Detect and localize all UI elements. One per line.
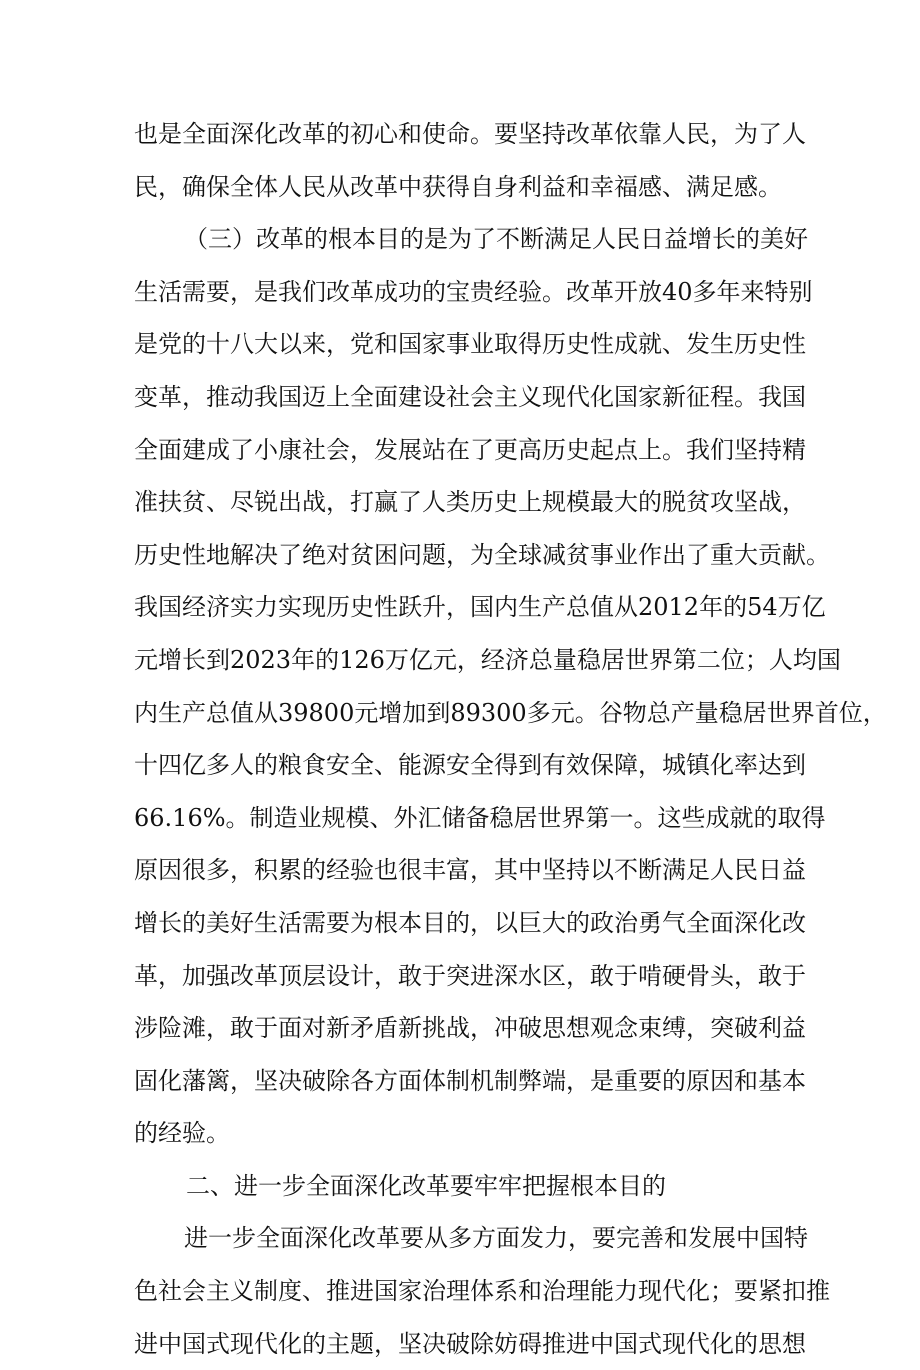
text-line: 进中国式现代化的主题，坚决破除妨碍推进中国式现代化的思想 xyxy=(134,1329,806,1358)
text-line: 历史性地解决了绝对贫困问题，为全球减贫事业作出了重大贡献。 xyxy=(134,540,830,569)
text-line: 涉险滩，敢于面对新矛盾新挑战，冲破思想观念束缚，突破利益 xyxy=(134,1014,806,1043)
text-line: 内生产总值从39800元增加到89300多元。谷物总产量稳居世界首位， xyxy=(134,698,887,727)
text-line: 变革，推动我国迈上全面建设社会主义现代化国家新征程。我国 xyxy=(134,382,806,411)
text-line: 革，加强改革顶层设计，敢于突进深水区，敢于啃硬骨头，敢于 xyxy=(134,961,806,990)
text-line: 固化藩篱，坚决破除各方面体制机制弊端，是重要的原因和基本 xyxy=(134,1066,806,1095)
text-line: 色社会主义制度、推进国家治理体系和治理能力现代化；要紧扣推 xyxy=(134,1277,830,1306)
text-line: 的经验。 xyxy=(134,1119,230,1148)
text-line: 全面建成了小康社会，发展站在了更高历史起点上。我们坚持精 xyxy=(134,435,806,464)
document-body xyxy=(134,108,887,1370)
text-line: 也是全面深化改革的初心和使命。要坚持改革依靠人民，为了人 xyxy=(134,120,806,148)
text-line: 是党的十八大以来，党和国家事业取得历史性成就、发生历史性 xyxy=(134,330,806,359)
text-line: 原因很多，积累的经验也很丰富，其中坚持以不断满足人民日益 xyxy=(134,856,806,885)
text-line: 66.16%。制造业规模、外汇储备稳居世界第一。这些成就的取得 xyxy=(134,803,826,832)
paragraph-3 xyxy=(134,1212,830,1370)
text-line: 增长的美好生活需要为根本目的，以巨大的政治勇气全面深化改 xyxy=(134,908,806,937)
text-line: 进一步全面深化改革要从多方面发力，要完善和发展中国特 xyxy=(184,1224,808,1253)
text-line: 十四亿多人的粮食安全、能源安全得到有效保障，城镇化率达到 xyxy=(134,751,806,780)
text-line: （三）改革的根本目的是为了不断满足人民日益增长的美好 xyxy=(184,225,808,254)
paragraph-1 xyxy=(134,108,806,213)
paragraph-2 xyxy=(134,213,887,1160)
text-line: 准扶贫、尽锐出战，打赢了人类历史上规模最大的脱贫攻坚战， xyxy=(134,488,806,517)
text-line: 我国经济实力实现历史性跃升，国内生产总值从2012年的54万亿 xyxy=(134,593,826,622)
text-line: 生活需要，是我们改革成功的宝贵经验。改革开放40多年来特别 xyxy=(134,277,813,306)
text-line: 民，确保全体人民从改革中获得自身利益和幸福感、满足感。 xyxy=(134,172,782,201)
text-line: 元增长到2023年的126万亿元，经济总量稳居世界第二位；人均国 xyxy=(134,645,841,674)
section-heading: 二、进一步全面深化改革要牢牢把握根本目的 xyxy=(186,1171,666,1200)
